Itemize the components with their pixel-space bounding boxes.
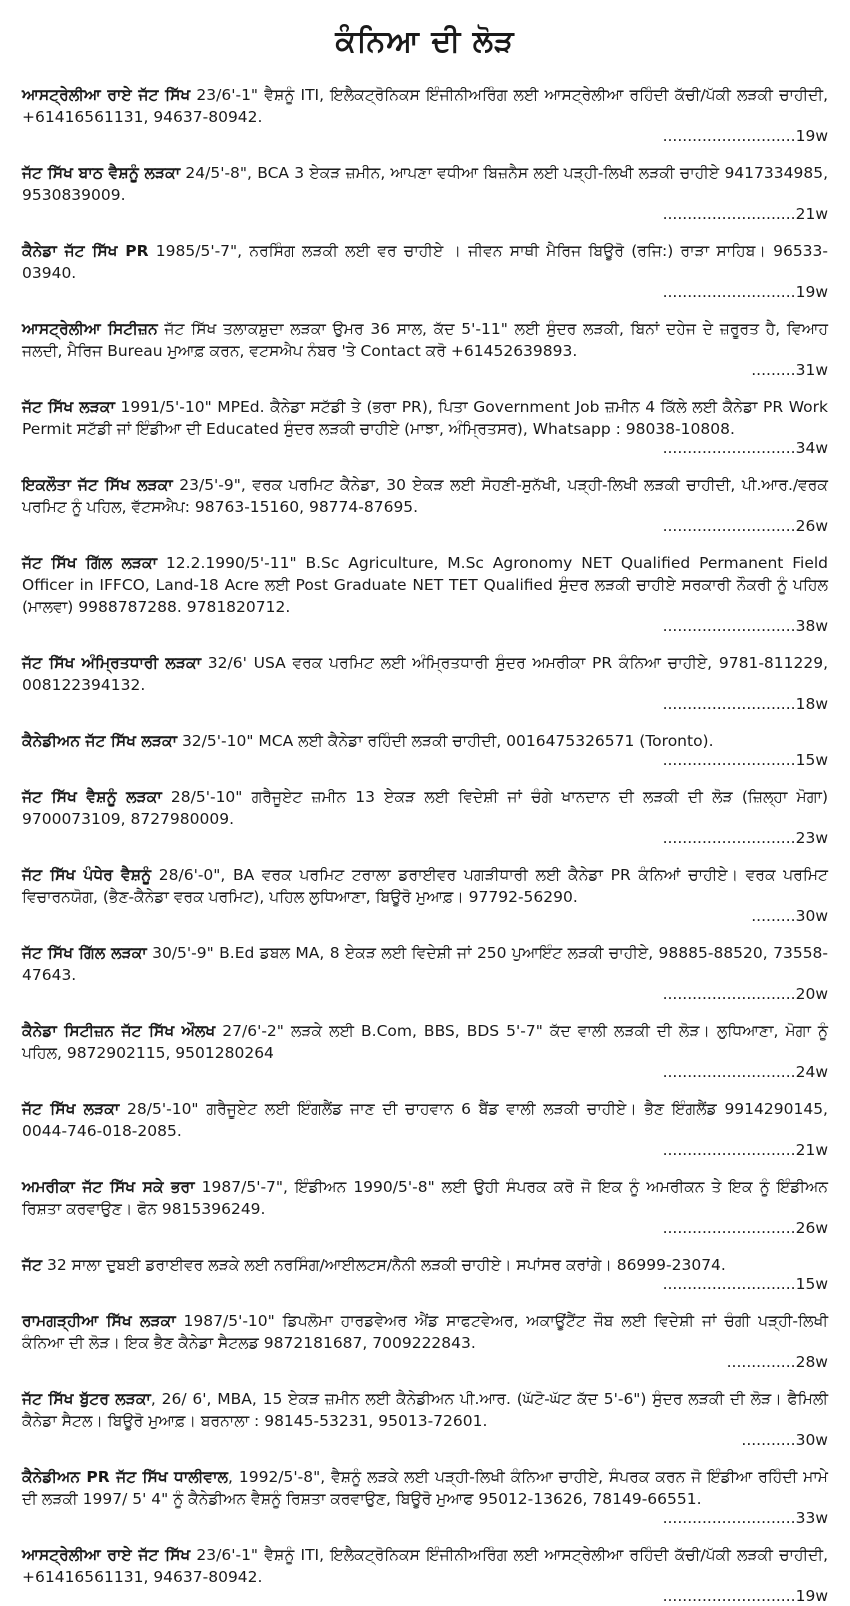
- ad-code: [22, 694, 828, 714]
- ad-headline: ਰਾਮਗੜ੍ਹੀਆ ਸਿੱਖ ਲੜਕਾ: [22, 1312, 176, 1330]
- ad-code-label: ...........................23w: [662, 829, 828, 847]
- ad-text: [22, 864, 828, 908]
- ad-code: [22, 1430, 828, 1450]
- ad-text: [22, 942, 828, 986]
- ad-code-label: ...........................19w: [662, 1587, 828, 1605]
- ad-body: 12.2.1990/5'-11" B.Sc Agriculture, M.Sc Agronomy NET Qualified Permanent Field Officer in IFFCO, Land-18 Acre ਲਈ Post Graduate NET TET Qualified ਸੁੰਦਰ ਲੜਕੀ ਚਾਹੀਏ ਸਰਕਾਰੀ ਨੌਕਰੀ ਨੂੰ ਪਹਿਲ (ਮਾਲਵਾ) 9988787288. 9781820712.: [22, 554, 828, 616]
- ad-text: [22, 162, 828, 206]
- ad-headline: ਆਸਟ੍ਰੇਲੀਆ ਰਾਏ ਜੱਟ ਸਿੱਖ: [22, 1546, 191, 1564]
- ad-code: [22, 616, 828, 636]
- ad-headline: ਕੈਨੇਡੀਅਨ PR ਜੱਟ ਸਿੱਖ ਧਾਲੀਵਾਲ: [22, 1468, 229, 1486]
- ad-headline: ਜੱਟ ਸਿੱਖ ਲੜਕਾ: [22, 398, 115, 416]
- ad-entry: [22, 1310, 828, 1372]
- ad-headline: ਜੱਟ ਸਿੱਖ ਪੰਧੇਰ ਵੈਸ਼ਨੂੰ: [22, 866, 152, 884]
- ad-code-label: ...........................21w: [662, 1141, 828, 1159]
- ad-code-label: ...........................15w: [662, 1275, 828, 1293]
- ad-code: [22, 1586, 828, 1606]
- ad-headline: ਇਕਲੌਤਾ ਜੱਟ ਸਿੱਖ ਲੜਕਾ: [22, 476, 173, 494]
- ad-body: 1985/5'-7", ਨਰਸਿੰਗ ਲੜਕੀ ਲਈ ਵਰ ਚਾਹੀਏ । ਜੀਵਨ ਸਾਥੀ ਮੈਰਿਜ ਬਿਊਰੋ (ਰਜਿ:) ਰਾੜਾ ਸਾਹਿਬ। 96533-03940.: [22, 242, 828, 282]
- ad-body: 28/5'-10" ਗਰੈਜੂਏਟ ਲਈ ਇੰਗਲੈਂਡ ਜਾਣ ਦੀ ਚਾਹਵਾਨ 6 ਬੈਂਡ ਵਾਲੀ ਲੜਕੀ ਚਾਹੀਏ। ਭੈਣ ਇੰਗਲੈਂਡ 9914290145, 0044-746-018-2085.: [22, 1100, 828, 1140]
- ad-headline: ਜੱਟ: [22, 1256, 43, 1274]
- ad-text: [22, 652, 828, 696]
- ad-text: [22, 1254, 828, 1276]
- ad-text: [22, 730, 828, 752]
- ad-code-label: ...........................19w: [662, 283, 828, 301]
- ad-body: 28/5'-10" ਗਰੈਜੂਏਟ ਜ਼ਮੀਨ 13 ਏਕੜ ਲਈ ਵਿਦੇਸ਼ੀ ਜਾਂ ਚੰਗੇ ਖਾਨਦਾਨ ਦੀ ਲੜਕੀ ਦੀ ਲੋੜ (ਜ਼ਿਲ੍ਹਾ ਮੋਗਾ) 9700073109, 8727980009.: [22, 788, 829, 828]
- ad-entry: [22, 1176, 828, 1238]
- ad-headline: ਆਸਟ੍ਰੇਲੀਆ ਰਾਏ ਜੱਟ ਸਿੱਖ: [22, 86, 191, 104]
- page-title: ਕੰਨਿਆ ਦੀ ਲੋੜ: [335, 24, 515, 59]
- ad-body: 32/5'-10" MCA ਲਈ ਕੈਨੇਡਾ ਰਹਿੰਦੀ ਲੜਕੀ ਚਾਹੀਦੀ, 0016475326571 (Toronto).: [177, 732, 714, 750]
- ad-code-label: .........30w: [751, 907, 828, 925]
- ad-code-label: ...........................26w: [662, 517, 828, 535]
- ad-text: [22, 1020, 828, 1064]
- ad-body: 23/5'-9", ਵਰਕ ਪਰਮਿਟ ਕੈਨੇਡਾ, 30 ਏਕੜ ਲਈ ਸੋਹਣੀ-ਸੁਨੱਖੀ, ਪੜ੍ਹੀ-ਲਿਖੀ ਲੜਕੀ ਚਾਹੀਦੀ, ਪੀ.ਆਰ./ਵਰਕ ਪਰਮਿਟ ਨੂੰ ਪਹਿਲ, ਵੱਟਸਐਪ: 98763-15160, 98774-87695.: [22, 476, 828, 516]
- ad-code-label: ...........................34w: [662, 439, 828, 457]
- ad-code-label: ...........................33w: [662, 1509, 828, 1527]
- ad-entry: [22, 396, 828, 458]
- ad-code: [22, 750, 828, 770]
- ad-body: 23/6'-1" ਵੈਸ਼ਨੂੰ ITI, ਇਲੈਕਟ੍ਰੋਨਿਕਸ ਇੰਜੀਨੀਅਰਿੰਗ ਲਈ ਆਸਟ੍ਰੇਲੀਆ ਰਹਿੰਦੀ ਕੱਚੀ/ਪੱਕੀ ਲੜਕੀ ਚਾਹੀਦੀ, +61416561131, 94637-80942.: [22, 1546, 828, 1586]
- ad-code: [22, 1140, 828, 1160]
- ad-headline: ਕੈਨੇਡੀਅਨ ਜੱਟ ਸਿੱਖ ਲੜਕਾ: [22, 732, 178, 750]
- ad-headline: ਜੱਟ ਸਿੱਖ ਵੈਸ਼ਨੂੰ ਲੜਕਾ: [22, 788, 162, 806]
- ad-headline: ਜੱਟ ਸਿੱਖ ਗਿੱਲ ਲੜਕਾ: [22, 944, 147, 962]
- ad-code-label: ...........30w: [741, 1431, 828, 1449]
- ad-code: [22, 516, 828, 536]
- ad-body: 27/6'-2" ਲੜਕੇ ਲਈ B.Com, BBS, BDS 5'-7" ਕੱਦ ਵਾਲੀ ਲੜਕੀ ਦੀ ਲੋੜ। ਲੁਧਿਆਣਾ, ਮੋਗਾ ਨੂੰ ਪਹਿਲ, 9872902115, 9501280264: [22, 1022, 828, 1062]
- ad-entry: [22, 730, 828, 770]
- ad-text: [22, 1098, 828, 1142]
- ad-entry: [22, 1020, 828, 1082]
- ad-entry: [22, 652, 828, 714]
- ad-code: [22, 1352, 828, 1372]
- ad-headline: ਜੱਟ ਸਿੱਖ ਗਿੱਲ ਲੜਕਾ: [22, 554, 158, 572]
- ad-headline: ਕੈਨੇਡਾ ਸਿਟੀਜ਼ਨ ਜੱਟ ਸਿੱਖ ਔਲਖ: [22, 1022, 216, 1040]
- ad-text: [22, 1544, 828, 1588]
- ad-body: 1987/5'-10" ਡਿਪਲੋਮਾ ਹਾਰਡਵੇਅਰ ਐਂਡ ਸਾਫਟਵੇਅਰ, ਅਕਾਊਂਟੈਂਟ ਜੌਬ ਲਈ ਵਿਦੇਸ਼ੀ ਜਾਂ ਚੰਗੀ ਪੜ੍ਹੀ-ਲਿਖੀ ਕੰਨਿਆ ਦੀ ਲੋੜ। ਇਕ ਭੈਣ ਕੈਨੇਡਾ ਸੈਟਲਡ 9872181687, 7009222843.: [22, 1312, 828, 1352]
- ad-entry: [22, 864, 828, 926]
- ad-text: [22, 396, 828, 440]
- ad-text: [22, 1466, 828, 1510]
- ad-code-label: ..............28w: [726, 1353, 828, 1371]
- ad-body: 1991/5'-10" MPEd. ਕੈਨੇਡਾ ਸਟੱਡੀ ਤੇ (ਭਰਾ PR), ਪਿਤਾ Government Job ਜ਼ਮੀਨ 4 ਕਿੱਲੇ ਲਈ ਕੈਨੇਡਾ PR Work Permit ਸਟੱਡੀ ਜਾਂ ਇੰਡੀਆ ਦੀ Educated ਸੁੰਦਰ ਲੜਕੀ ਚਾਹੀਏ (ਮਾਝਾ, ਅੰਮ੍ਰਿਤਸਰ), Whatsapp : 98038-10808.: [22, 398, 828, 438]
- ad-body: 28/6'-0", BA ਵਰਕ ਪਰਮਿਟ ਟਰਾਲਾ ਡਰਾਈਵਰ ਪਗੜੀਧਾਰੀ ਲਈ ਕੈਨੇਡਾ PR ਕੰਨਿਆਂ ਚਾਹੀਏ। ਵਰਕ ਪਰਮਿਟ ਵਿਚਾਰਨਯੋਗ, (ਭੈਣ-ਕੈਨੇਡਾ ਵਰਕ ਪਰਮਿਟ), ਪਹਿਲ ਲੁਧਿਆਣਾ, ਬਿਊਰੋ ਮੁਆਫ਼। 97792-56290.: [22, 866, 828, 906]
- ad-headline: ਜੱਟ ਸਿੱਖ ਬਾਠ ਵੈਸ਼ਨੂੰ ਲੜਕਾ: [22, 164, 181, 182]
- ad-entry: [22, 1098, 828, 1160]
- ad-text: [22, 318, 828, 362]
- ad-code: [22, 984, 828, 1004]
- ad-entry: [22, 552, 828, 636]
- ad-entry: [22, 84, 828, 146]
- ad-entry: [22, 1254, 828, 1294]
- ad-code: [22, 1218, 828, 1238]
- ad-entry: [22, 1544, 828, 1606]
- ad-entry: [22, 1388, 828, 1450]
- ad-entry: [22, 240, 828, 302]
- ad-code: [22, 204, 828, 224]
- ad-headline: ਆਸਟ੍ਰੇਲੀਆ ਸਿਟੀਜ਼ਨ: [22, 320, 158, 338]
- ad-code-label: ...........................26w: [662, 1219, 828, 1237]
- ad-headline: ਜੱਟ ਸਿੱਖ ਅੰਮ੍ਰਿਤਧਾਰੀ ਲੜਕਾ: [22, 654, 202, 672]
- ads-list: [22, 84, 828, 1606]
- ad-text: [22, 786, 828, 830]
- ad-entry: [22, 162, 828, 224]
- ad-code-label: ...........................24w: [662, 1063, 828, 1081]
- ad-code-label: ...........................20w: [662, 985, 828, 1003]
- ad-code: [22, 1062, 828, 1082]
- ad-headline: ਜੱਟ ਸਿੱਖ ਬੁੱਟਰ ਲੜਕਾ: [22, 1390, 151, 1408]
- ad-entry: [22, 474, 828, 536]
- ad-text: [22, 474, 828, 518]
- ad-code: [22, 828, 828, 848]
- ad-headline: ਕੈਨੇਡਾ ਜੱਟ ਸਿੱਖ PR: [22, 242, 149, 260]
- ad-text: [22, 1388, 828, 1432]
- ad-entry: [22, 942, 828, 1004]
- ad-headline: ਅਮਰੀਕਾ ਜੱਟ ਸਿੱਖ ਸਕੇ ਭਰਾ: [22, 1178, 195, 1196]
- ad-entry: [22, 318, 828, 380]
- ad-code: [22, 282, 828, 302]
- ad-code-label: ...........................19w: [662, 127, 828, 145]
- ad-code-label: ...........................38w: [662, 617, 828, 635]
- ad-headline: ਜੱਟ ਸਿੱਖ ਲੜਕਾ: [22, 1100, 120, 1118]
- ad-code-label: ...........................21w: [662, 205, 828, 223]
- ad-text: [22, 84, 828, 128]
- ad-code-label: ...........................15w: [662, 751, 828, 769]
- ad-code: [22, 906, 828, 926]
- ad-code: [22, 1274, 828, 1294]
- ad-text: [22, 552, 828, 618]
- ad-text: [22, 240, 828, 284]
- ad-body: 24/5'-8", BCA 3 ਏਕੜ ਜ਼ਮੀਨ, ਆਪਣਾ ਵਧੀਆ ਬਿਜ਼ਨੈਸ ਲਈ ਪੜ੍ਹੀ-ਲਿਖੀ ਲੜਕੀ ਚਾਹੀਏ 9417334985, 9530839009.: [22, 164, 828, 204]
- ad-body: , 26/ 6', MBA, 15 ਏਕੜ ਜ਼ਮੀਨ ਲਈ ਕੈਨੇਡੀਅਨ ਪੀ.ਆਰ. (ਘੱਟੋ-ਘੱਟ ਕੱਦ 5'-6") ਸੁੰਦਰ ਲੜਕੀ ਦੀ ਲੋੜ। ਫੈਮਿਲੀ ਕੈਨੇਡਾ ਸੈਟਲ। ਬਿਊਰੋ ਮੁਆਫ਼। ਬਰਨਾਲਾ : 98145-53231, 95013-72601.: [22, 1390, 828, 1430]
- ad-text: [22, 1176, 828, 1220]
- ad-body: 32 ਸਾਲਾ ਦੁਬਈ ਡਰਾਈਵਰ ਲੜਕੇ ਲਈ ਨਰਸਿੰਗ/ਆਈਲਟਸ/ਨੈਨੀ ਲੜਕੀ ਚਾਹੀਏ। ਸਪਾਂਸਰ ਕਰਾਂਗੇ। 86999-23074.: [42, 1256, 726, 1274]
- ad-body: , 1992/5'-8", ਵੈਸ਼ਨੂੰ ਲੜਕੇ ਲਈ ਪੜ੍ਹੀ-ਲਿਖੀ ਕੰਨਿਆ ਚਾਹੀਏ, ਸੰਪਰਕ ਕਰਨ ਜੋ ਇੰਡੀਆ ਰਹਿੰਦੀ ਮਾਮੇ ਦੀ ਲੜਕੀ 1997/ 5' 4" ਨੂੰ ਕੈਨੇਡੀਅਨ ਵੈਸ਼ਨੂੰ ਰਿਸ਼ਤਾ ਕਰਵਾਉਣ, ਬਿਊਰੋ ਮੁਆਫ 95012-13626, 78149-66551.: [22, 1468, 828, 1508]
- ad-code: [22, 360, 828, 380]
- ad-body: 30/5'-9" B.Ed ਡਬਲ MA, 8 ਏਕੜ ਲਈ ਵਿਦੇਸ਼ੀ ਜਾਂ 250 ਪੁਆਇੰਟ ਲੜਕੀ ਚਾਹੀਏ, 98885-88520, 73558-47643.: [22, 944, 829, 984]
- ad-code: [22, 1508, 828, 1528]
- ad-entry: [22, 1466, 828, 1528]
- ad-code-label: .........31w: [751, 361, 828, 379]
- ad-code: [22, 438, 828, 458]
- ad-code-label: ...........................18w: [662, 695, 828, 713]
- ad-text: [22, 1310, 828, 1354]
- ad-body: 32/6' USA ਵਰਕ ਪਰਮਿਟ ਲਈ ਅੰਮ੍ਰਿਤਧਾਰੀ ਸੁੰਦਰ ਅਮਰੀਕਾ PR ਕੰਨਿਆ ਚਾਹੀਏ, 9781-811229, 008122394132.: [22, 654, 829, 694]
- ad-code: [22, 126, 828, 146]
- ad-entry: [22, 786, 828, 848]
- ad-body: 23/6'-1" ਵੈਸ਼ਨੂੰ ITI, ਇਲੈਕਟ੍ਰੋਨਿਕਸ ਇੰਜੀਨੀਅਰਿੰਗ ਲਈ ਆਸਟ੍ਰੇਲੀਆ ਰਹਿੰਦੀ ਕੱਚੀ/ਪੱਕੀ ਲੜਕੀ ਚਾਹੀਦੀ, +61416561131, 94637-80942.: [22, 86, 828, 126]
- ad-body: 1987/5'-7", ਇੰਡੀਅਨ 1990/5'-8" ਲਈ ਉਹੀ ਸੰਪਰਕ ਕਰੋ ਜੋ ਇਕ ਨੂੰ ਅਮਰੀਕਨ ਤੇ ਇਕ ਨੂੰ ਇੰਡੀਅਨ ਰਿਸ਼ਤਾ ਕਰਵਾਉਣ। ਫੋਨ 9815396249.: [22, 1178, 828, 1218]
- ad-body: ਜੱਟ ਸਿੱਖ ਤਲਾਕਸ਼ੁਦਾ ਲੜਕਾ ਉਮਰ 36 ਸਾਲ, ਕੱਦ 5'-11" ਲਈ ਸੁੰਦਰ ਲੜਕੀ, ਬਿਨਾਂ ਦਹੇਜ ਦੇ ਜ਼ਰੂਰਤ ਹੈ, ਵਿਆਹ ਜਲਦੀ, ਮੈਰਿਜ Bureau ਮੁਆਫ਼ ਕਰਨ, ਵਟਸਐਪ ਨੰਬਰ 'ਤੇ Contact ਕਰੋ +61452639893.: [22, 320, 828, 360]
